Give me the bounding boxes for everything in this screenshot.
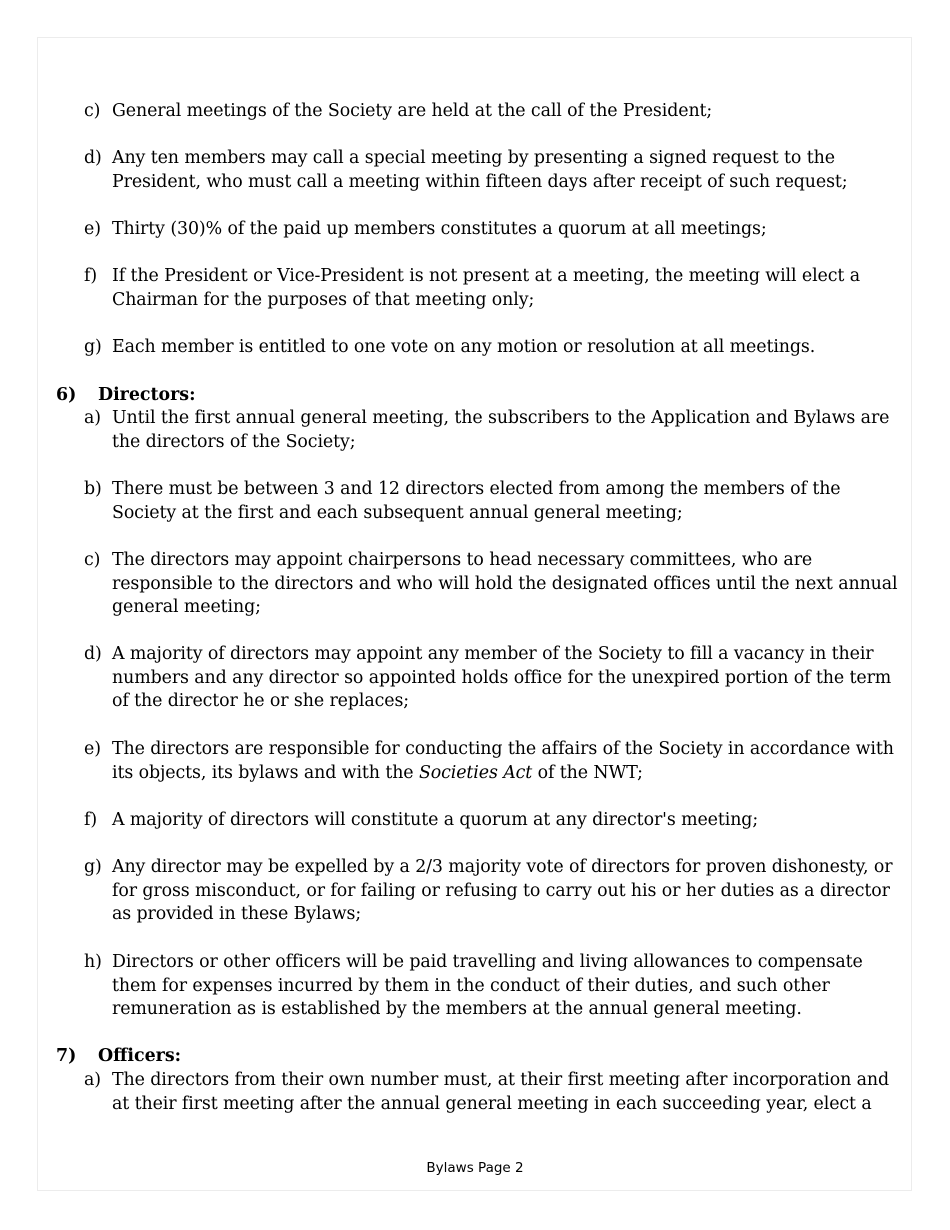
section-number: 6) (56, 385, 77, 405)
list-item (84, 856, 899, 927)
list-item-label: a) (84, 408, 101, 428)
section-title: Directors: (98, 385, 196, 405)
list-item-text (112, 738, 899, 785)
list-item (84, 1069, 899, 1116)
list-item (84, 407, 899, 454)
list-item-text: A majority of directors will constitute a quorum at any director's meeting; (112, 810, 759, 830)
list-item-text: The directors may appoint chairpersons to head necessary committees, who are responsible to the directors and who will hold the designated offices until the next annual general meeting; (112, 550, 898, 617)
list-item-label: g) (84, 337, 102, 357)
list-item (84, 549, 899, 620)
list-item (84, 809, 899, 833)
list-item (84, 951, 899, 1022)
section-title: Officers: (98, 1046, 182, 1066)
list-item-text: The directors from their own number must, at their first meeting after incorporation and at their first meeting after the annual general meeting in each succeeding year, elect a (112, 1070, 890, 1114)
list-item-text: Directors or other officers will be paid travelling and living allowances to compensate them for expenses incurred by them in the conduct of their duties, and such other remuneration as is established by the members at the annual general meeting. (112, 952, 863, 1019)
list-item-text: General meetings of the Society are held at the call of the President; (112, 101, 713, 121)
list-item-text-part: The directors are responsible for conducting the affairs of the Society in accordance with its objects, its bylaws and with the (112, 739, 894, 783)
list-item-label: g) (84, 857, 102, 877)
list-item-label: f) (84, 810, 98, 830)
list-item-text: There must be between 3 and 12 directors elected from among the members of the Society at the first and each subsequent annual general meeting; (112, 479, 841, 523)
list-item-text: Until the first annual general meeting, the subscribers to the Application and Bylaws are the directors of the Society; (112, 408, 890, 452)
list-item-label: d) (84, 644, 102, 664)
list-item-label: f) (84, 266, 98, 286)
list-item-text-part: of the NWT; (532, 762, 643, 783)
list-item-label: c) (84, 550, 101, 570)
list-item-label: a) (84, 1070, 101, 1090)
list-item-text: Any ten members may call a special meeting by presenting a signed request to the President, who must call a meeting within fifteen days after receipt of such request; (112, 148, 848, 192)
list-item (84, 643, 899, 714)
list-item-label: e) (84, 219, 101, 239)
section-heading-directors (56, 384, 196, 408)
section-heading-officers (56, 1045, 181, 1069)
list-item (84, 738, 899, 785)
list-item-label: e) (84, 739, 101, 759)
list-item (84, 478, 899, 525)
list-item-label: h) (84, 952, 102, 972)
list-item-text: A majority of directors may appoint any member of the Society to fill a vacancy in their numbers and any director so appointed holds office for the unexpired portion of the term of the director he or she replaces; (112, 644, 892, 711)
list-item (84, 218, 899, 242)
page-footer: Bylaws Page 2 (426, 1160, 524, 1176)
act-name: Societies Act (418, 762, 533, 783)
list-item-text: Any director may be expelled by a 2/3 majority vote of directors for proven dishonesty, or for gross misconduct, or for failing or refusing to carry out his or her duties as a director as provided in these Bylaws; (112, 857, 893, 924)
list-item-label: b) (84, 479, 102, 499)
list-item (84, 100, 899, 124)
list-item (84, 265, 899, 312)
list-item-text: If the President or Vice-President is not present at a meeting, the meeting will elect a Chairman for the purposes of that meeting only; (112, 266, 860, 310)
section-number: 7) (56, 1046, 77, 1066)
list-item-text: Each member is entitled to one vote on any motion or resolution at all meetings. (112, 337, 816, 357)
list-item-label: c) (84, 101, 101, 121)
list-item-label: d) (84, 148, 102, 168)
list-item (84, 336, 899, 360)
list-item (84, 147, 899, 194)
list-item-text: Thirty (30)% of the paid up members constitutes a quorum at all meetings; (112, 219, 767, 239)
